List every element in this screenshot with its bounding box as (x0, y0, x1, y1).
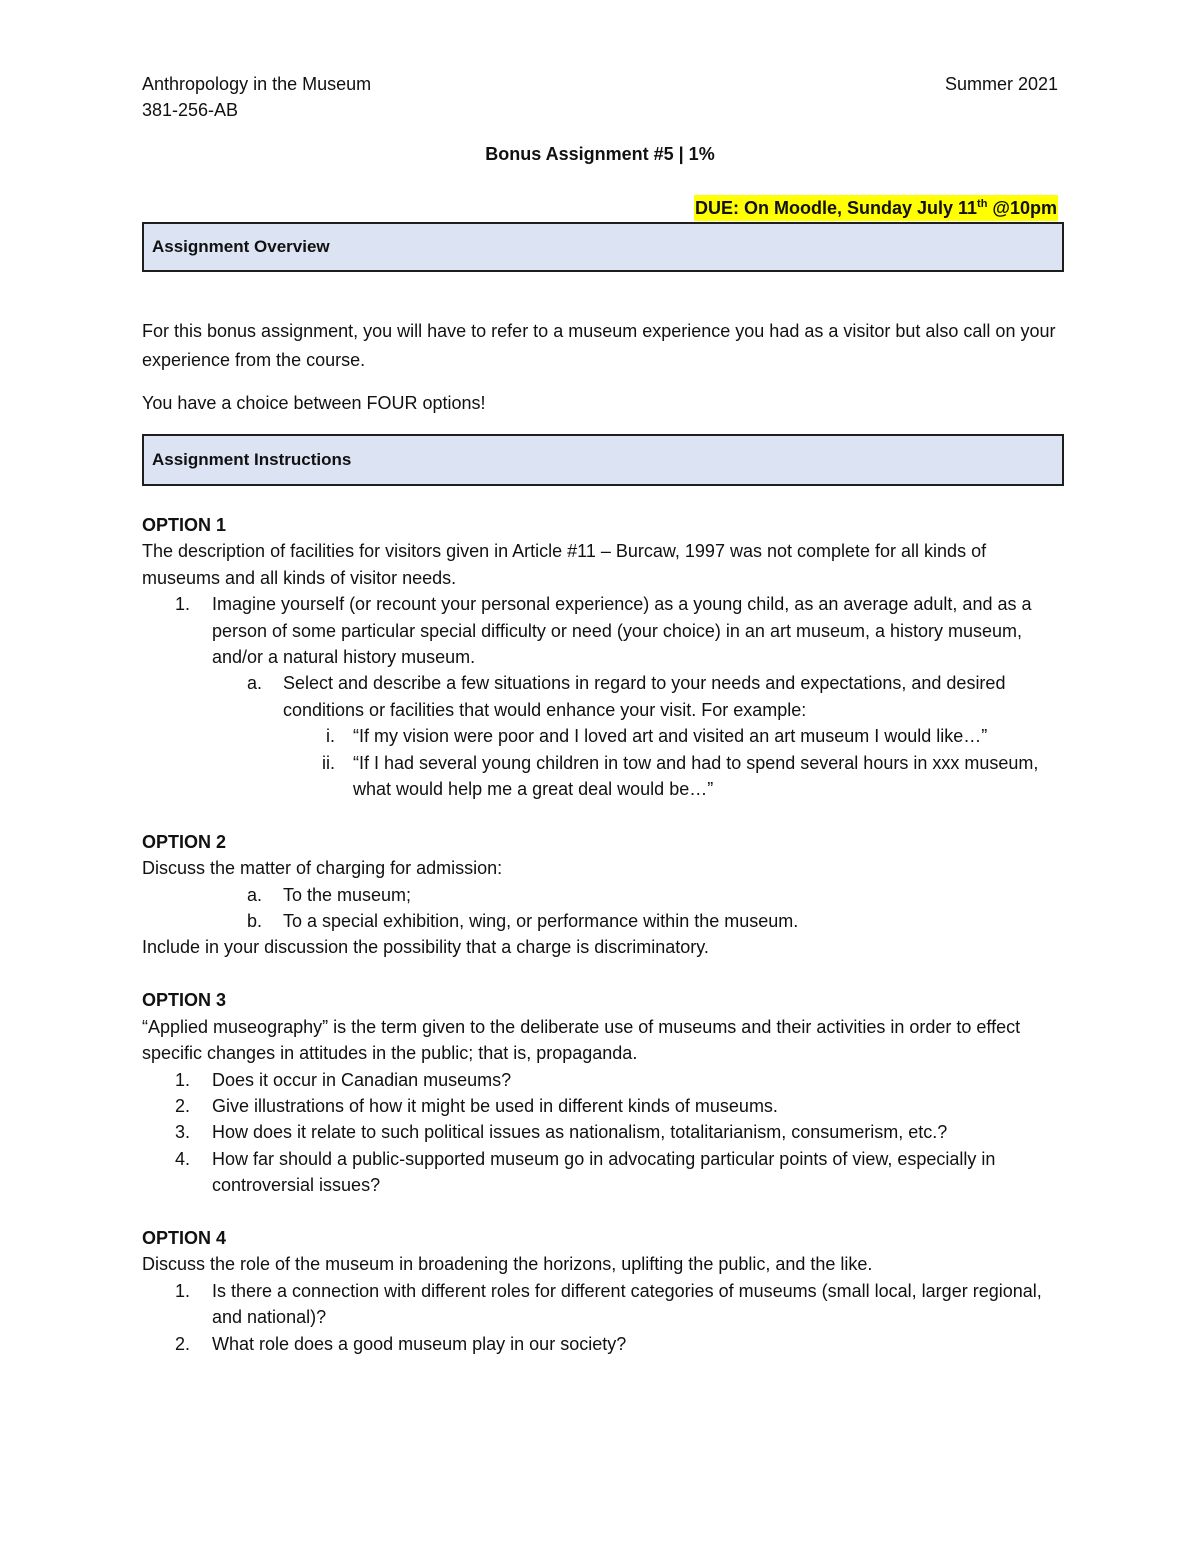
due-date-time: @10pm (987, 198, 1057, 218)
list-marker: 3. (175, 1122, 191, 1143)
list-text: Does it occur in Canadian museums? (212, 1069, 512, 1090)
due-date-text: DUE: On Moodle, Sunday July 11 (694, 198, 978, 218)
option-title: OPTION 3 (142, 990, 227, 1011)
option-description: The description of facilities for visitors given in Article #11 – Burcaw, 1997 was not complete for all kinds of museums and all kinds of visitor needs. (142, 541, 987, 588)
list-marker: 2. (175, 1095, 191, 1116)
list-marker: 1. (175, 1280, 191, 1301)
course-title: Anthropology in the Museum (142, 74, 372, 94)
list-marker: b. (247, 911, 263, 932)
list-marker: a. (247, 884, 263, 905)
option-description: Discuss the matter of charging for admission: (142, 858, 503, 879)
list-marker: a. (247, 673, 263, 694)
list-item (142, 1093, 1058, 1119)
list-item (142, 591, 1058, 670)
option-title: OPTION 4 (142, 1227, 227, 1248)
list-item (142, 1119, 1058, 1145)
list-text: Imagine yourself (or recount your personal experience) as a young child, as an average adult, and as a person of some particular special difficulty or need (your choice) in an art museum, a history museum, and/or a natural history museum. (212, 594, 1032, 668)
list-text: “If I had several young children in tow and had to spend several hours in xxx museum, what would help me a great deal would be…” (353, 752, 1039, 800)
overview-heading-box (142, 222, 1064, 272)
list-text: “If my vision were poor and I loved art and visited an art museum I would like…” (353, 726, 988, 747)
instructions-heading-box (142, 434, 1064, 486)
option-2 (142, 829, 1058, 961)
overview-intro: For this bonus assignment, you will have to refer to a museum experience you had as a visitor but also call on your experience from the course. (142, 321, 1056, 370)
list-item (142, 882, 1058, 908)
list-marker: 1. (175, 594, 191, 615)
list-text: Is there a connection with different roles for different categories of museums (small local, larger regional, and national)? (212, 1280, 1042, 1328)
page-header (142, 71, 1058, 123)
list-text: Give illustrations of how it might be used in different kinds of museums. (212, 1095, 778, 1116)
option-3 (142, 987, 1058, 1198)
option-4 (142, 1225, 1058, 1357)
assignment-title: Bonus Assignment #5 | 1% (485, 144, 715, 164)
due-date-suffix-th: th (977, 198, 988, 210)
list-marker: 4. (175, 1148, 191, 1169)
list-text: How far should a public-supported museum go in advocating particular points of view, especially in controversial issues? (212, 1148, 996, 1196)
course-code: 381-256-AB (142, 100, 239, 120)
list-item (142, 670, 1058, 723)
overview-choice: You have a choice between FOUR options! (142, 393, 486, 413)
option-description: Discuss the role of the museum in broadening the horizons, uplifting the public, and the like. (142, 1254, 873, 1275)
option-title: OPTION 2 (142, 831, 227, 852)
list-item (142, 1146, 1058, 1199)
list-text: To the museum; (283, 884, 412, 905)
term: Summer 2021 (944, 74, 1058, 94)
list-item (142, 1331, 1058, 1357)
list-item (142, 750, 1058, 803)
option-closing: Include in your discussion the possibility that a charge is discriminatory. (142, 937, 709, 958)
list-text: Select and describe a few situations in regard to your needs and expectations, and desired conditions or facilities that would enhance your visit. For example: (283, 673, 1006, 720)
spacer (142, 961, 1058, 987)
list-marker: 1. (175, 1069, 191, 1090)
spacer (142, 802, 1058, 828)
option-description: “Applied museography” is the term given to the deliberate use of museums and their activities in order to effect specific changes in attitudes in the public; that is, propaganda. (142, 1016, 1021, 1064)
list-item (142, 908, 1058, 934)
list-marker: 2. (175, 1333, 191, 1354)
list-text: How does it relate to such political issues as nationalism, totalitarianism, consumerism, etc.? (212, 1122, 948, 1143)
instructions-heading: Assignment Instructions (152, 449, 352, 469)
list-text: To a special exhibition, wing, or performance within the museum. (283, 911, 799, 932)
list-item (142, 1067, 1058, 1093)
options-section (142, 512, 1058, 1357)
list-marker: ii. (322, 752, 335, 773)
overview-heading: Assignment Overview (152, 236, 330, 256)
list-item (142, 723, 1058, 749)
spacer (142, 1199, 1058, 1225)
list-marker: i. (326, 726, 335, 747)
list-text: What role does a good museum play in our society? (212, 1333, 627, 1354)
list-item (142, 1278, 1058, 1331)
option-1 (142, 512, 1058, 802)
due-date-highlight (694, 195, 1058, 221)
option-title: OPTION 1 (142, 515, 227, 535)
